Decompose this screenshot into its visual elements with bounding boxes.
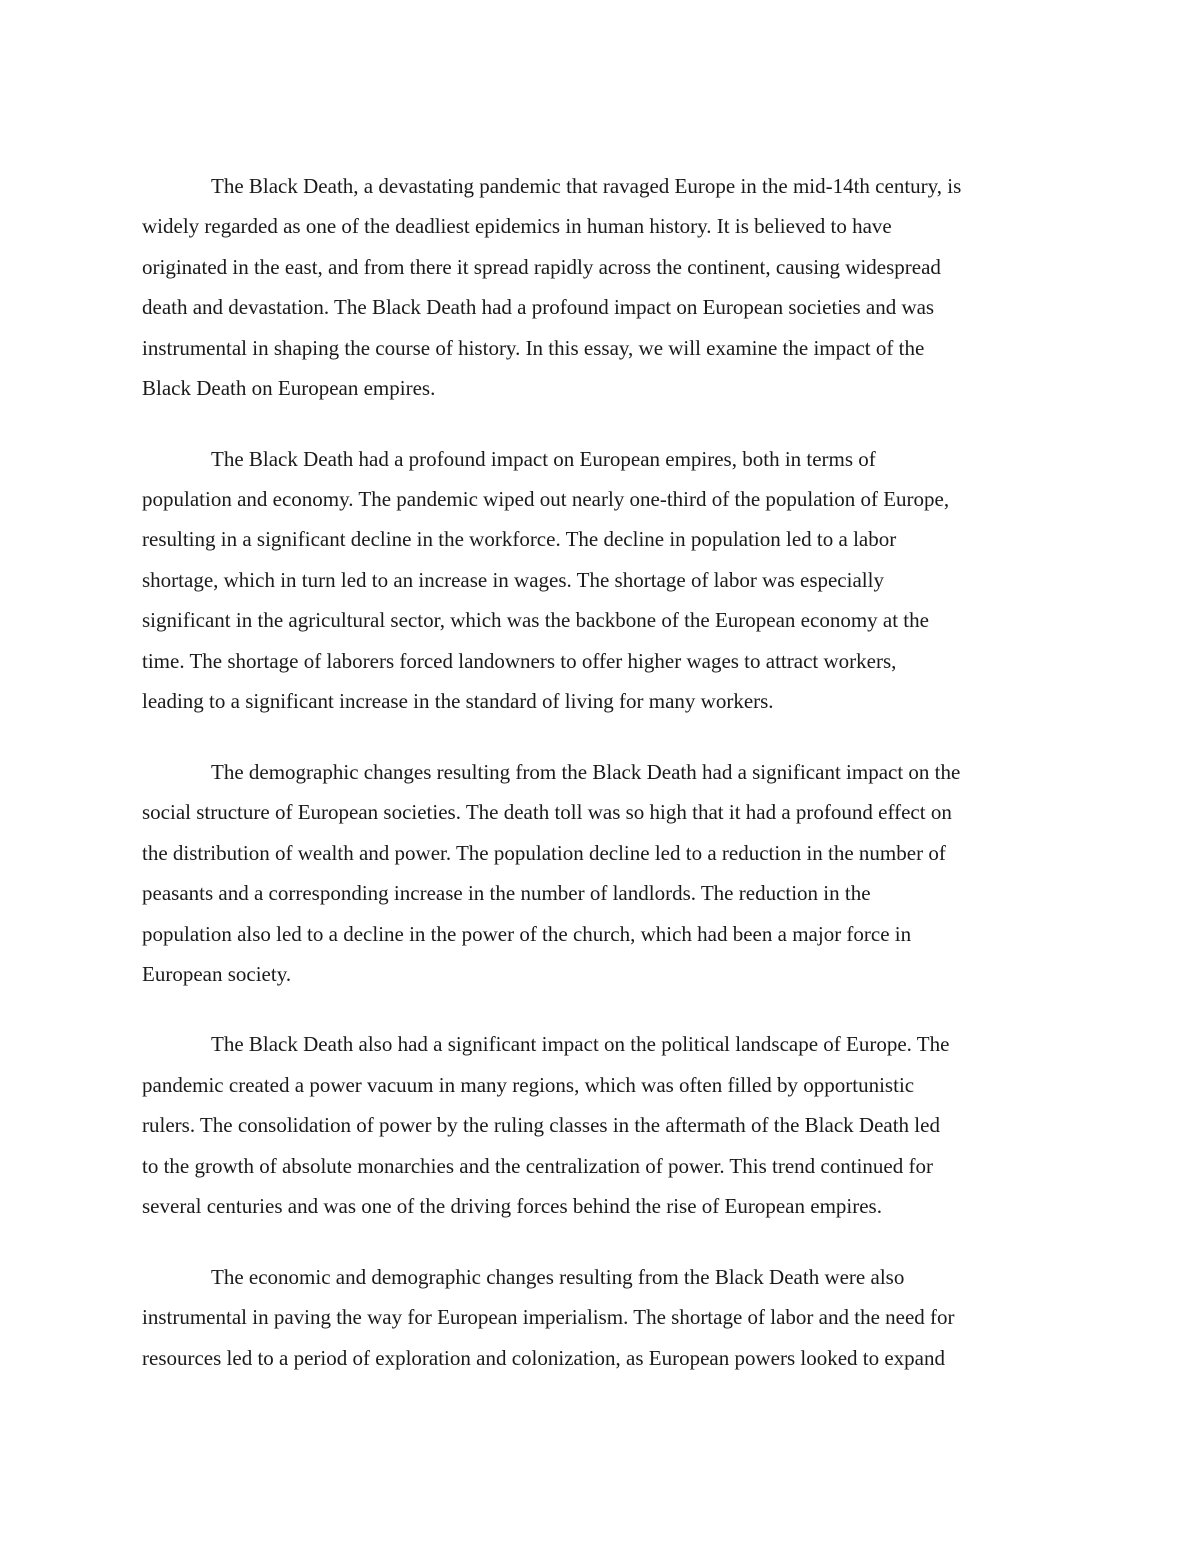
paragraph-2-line-7: leading to a significant increase in the standard of living for many workers. (142, 689, 774, 713)
paragraph-1-line-2: widely regarded as one of the deadliest epidemics in human history. It is believed to have (142, 214, 892, 238)
paragraph-1-line-5: instrumental in shaping the course of history. In this essay, we will examine the impact of the (142, 336, 925, 360)
paragraph-4-line-2: pandemic created a power vacuum in many regions, which was often filled by opportunistic (142, 1073, 915, 1097)
paragraph-5-line-1: The economic and demographic changes resulting from the Black Death were also (211, 1265, 905, 1289)
paragraph-2-line-3: resulting in a significant decline in the workforce. The decline in population led to a labor (142, 527, 897, 551)
paragraph-4-line-4: to the growth of absolute monarchies and the centralization of power. This trend continued for (142, 1154, 933, 1178)
paragraph-1-line-6: Black Death on European empires. (142, 376, 436, 400)
paragraph-5-line-2: instrumental in paving the way for European imperialism. The shortage of labor and the need for (142, 1305, 955, 1329)
paragraph-4-line-5: several centuries and was one of the driving forces behind the rise of European empires. (142, 1194, 882, 1218)
paragraph-1-line-3: originated in the east, and from there it spread rapidly across the continent, causing widespread (142, 255, 941, 279)
paragraph-4-line-1: The Black Death also had a significant impact on the political landscape of Europe. The (211, 1032, 950, 1056)
paragraph-1-line-4: death and devastation. The Black Death had a profound impact on European societies and was (142, 295, 935, 319)
paragraph-3-line-4: peasants and a corresponding increase in the number of landlords. The reduction in the (142, 881, 871, 905)
paragraph-3-line-3: the distribution of wealth and power. The population decline led to a reduction in the number of (142, 841, 946, 865)
paragraph-2-line-6: time. The shortage of laborers forced landowners to offer higher wages to attract workers, (142, 649, 897, 673)
paragraph-3-line-1: The demographic changes resulting from the Black Death had a significant impact on the (211, 760, 961, 784)
paragraph-3-line-2: social structure of European societies. The death toll was so high that it had a profound effect on (142, 800, 952, 824)
paragraph-3-line-6: European society. (142, 962, 292, 986)
paragraph-4-line-3: rulers. The consolidation of power by the ruling classes in the aftermath of the Black Death led (142, 1113, 940, 1137)
paragraph-1-line-1: The Black Death, a devastating pandemic that ravaged Europe in the mid-14th century, is (211, 174, 962, 198)
paragraph-5-line-3: resources led to a period of exploration and colonization, as European powers looked to expand (142, 1346, 945, 1370)
paragraph-3-line-5: population also led to a decline in the power of the church, which had been a major force in (142, 922, 912, 946)
paragraph-2-line-5: significant in the agricultural sector, which was the backbone of the European economy at the (142, 608, 929, 632)
paragraph-2-line-1: The Black Death had a profound impact on European empires, both in terms of (211, 447, 876, 471)
paragraph-2-line-2: population and economy. The pandemic wiped out nearly one-third of the population of Europe, (142, 487, 950, 511)
paragraph-2-line-4: shortage, which in turn led to an increase in wages. The shortage of labor was especially (142, 568, 884, 592)
